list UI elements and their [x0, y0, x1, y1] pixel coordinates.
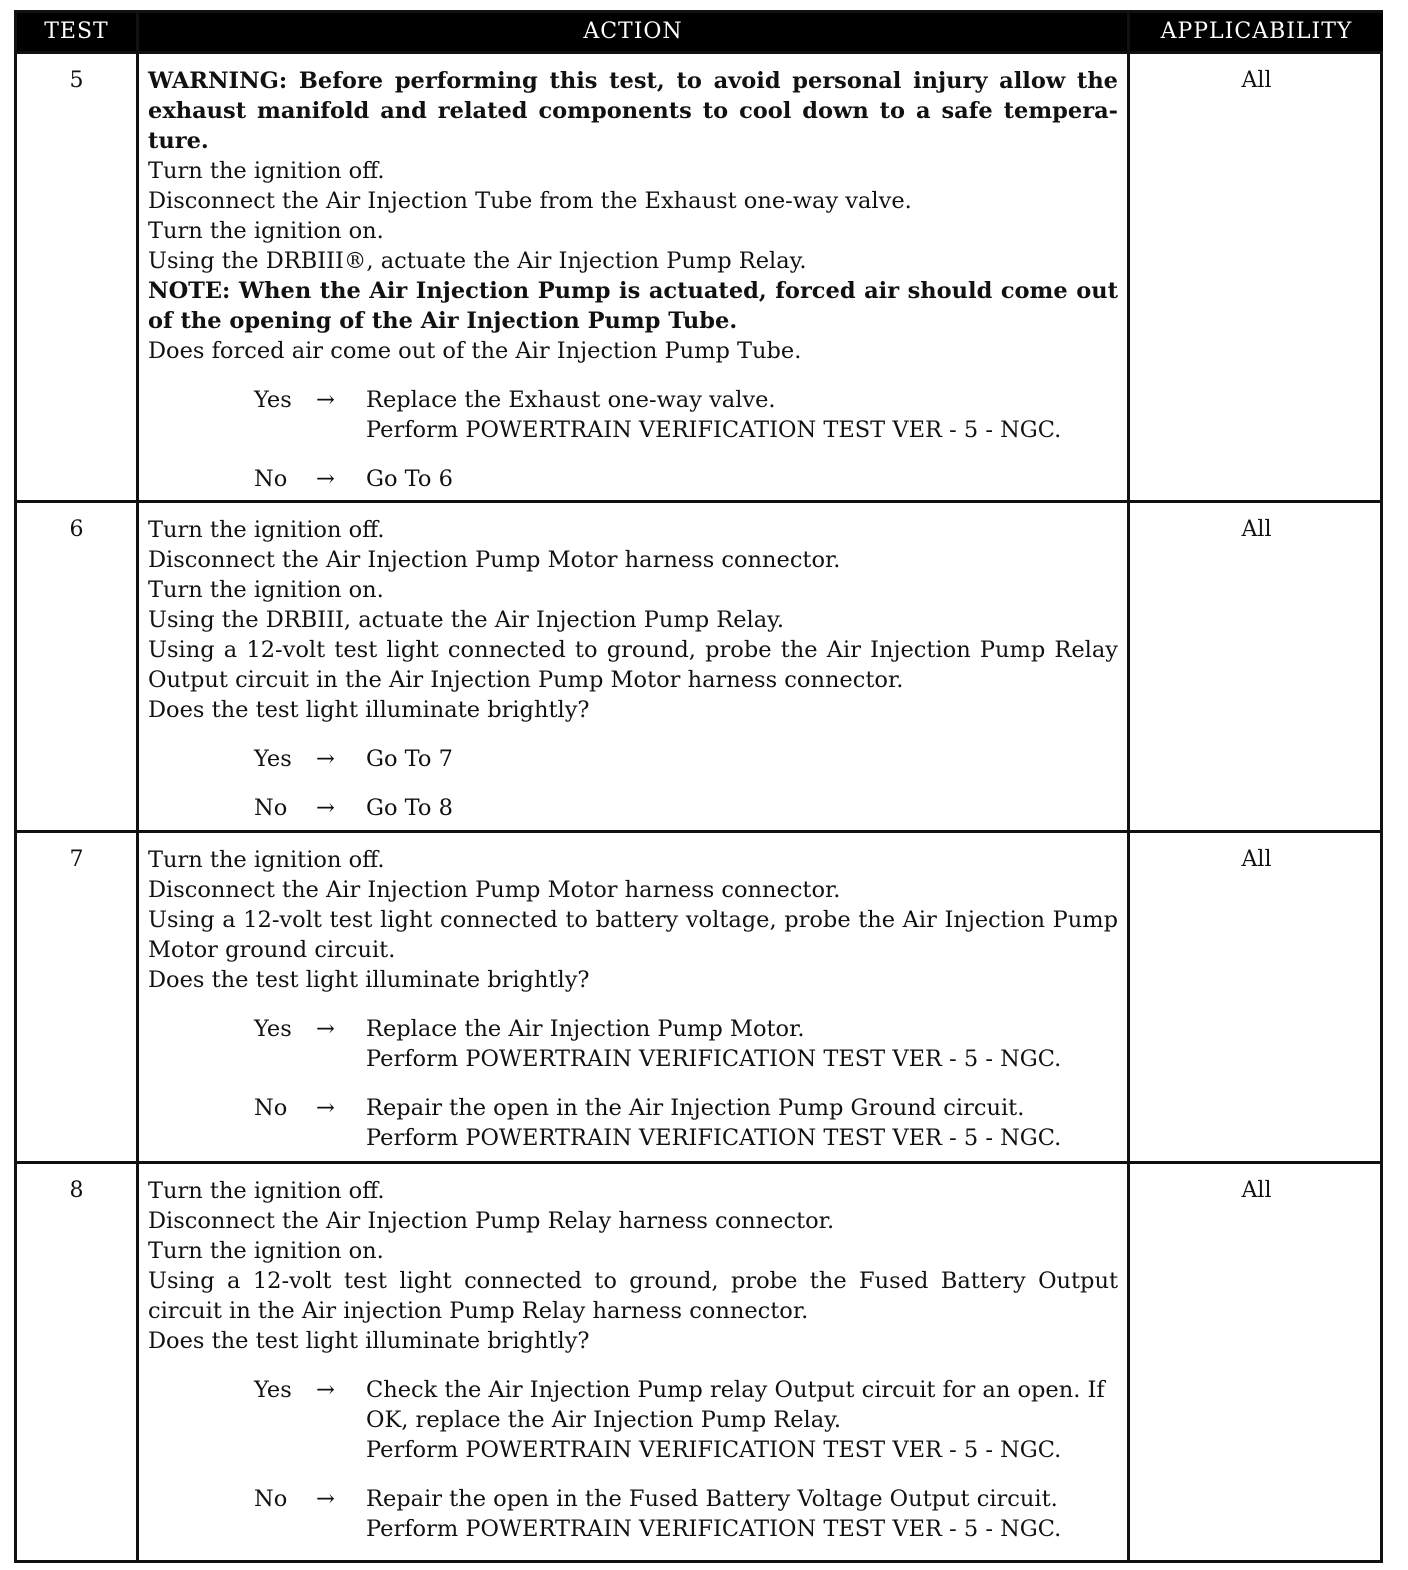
applicability-value: All — [1241, 1178, 1272, 1203]
warning-text-line: ture. — [148, 128, 209, 154]
outcome-yes — [148, 744, 1118, 774]
outcome-result-line: Perform POWERTRAIN VERIFICATION TEST VER - 5 - NGC. — [366, 1516, 1062, 1542]
diagnostic-test-table — [14, 10, 1383, 1563]
outcome-no — [148, 464, 1118, 494]
arrow-right-icon: → — [316, 466, 335, 492]
header-test: TEST — [17, 13, 136, 51]
instruction-line: Does forced air come out of the Air Injection Pump Tube. — [148, 338, 802, 364]
instruction-line: Does the test light illuminate brightly? — [148, 967, 590, 993]
action-cell — [148, 66, 1118, 494]
header-applicability: APPLICABILITY — [1130, 13, 1383, 51]
outcome-label: Yes — [254, 746, 292, 772]
outcome-result — [366, 793, 1118, 823]
instruction-line: Using a 12-volt test light connected to battery voltage, probe the Air Injection Pump — [148, 907, 1118, 933]
row-divider — [17, 830, 1380, 833]
outcome-result-line: Go To 6 — [366, 466, 453, 492]
outcome-result — [366, 1014, 1118, 1074]
instruction-line: Disconnect the Air Injection Pump Motor harness connector. — [148, 877, 841, 903]
warning-text-line: exhaust manifold and related components to cool down to a safe tempera- — [148, 98, 1118, 124]
outcome-yes — [148, 1014, 1118, 1074]
outcome-result-line: Perform POWERTRAIN VERIFICATION TEST VER - 5 - NGC. — [366, 1125, 1062, 1151]
instruction-line: Turn the ignition off. — [148, 847, 385, 873]
arrow-right-icon: → — [316, 746, 335, 772]
instruction-line: Does the test light illuminate brightly? — [148, 697, 590, 723]
instruction-line: Disconnect the Air Injection Pump Relay harness connector. — [148, 1208, 835, 1234]
outcome-result — [366, 1375, 1118, 1465]
outcome-no — [148, 1093, 1118, 1153]
outcome-label: Yes — [254, 387, 292, 413]
outcome-result-line: Go To 7 — [366, 746, 453, 772]
outcome-label: No — [254, 1095, 288, 1121]
outcome-label: No — [254, 1486, 288, 1512]
outcome-result — [366, 385, 1118, 445]
instruction-line: Output circuit in the Air Injection Pump Motor harness connector. — [148, 667, 904, 693]
outcome-result-line: Replace the Air Injection Pump Motor. — [366, 1016, 805, 1042]
outcome-no — [148, 1484, 1118, 1544]
row-divider — [17, 1161, 1380, 1164]
outcome-result-line: Check the Air Injection Pump relay Output circuit for an open. If — [366, 1377, 1105, 1403]
outcome-result-line: Perform POWERTRAIN VERIFICATION TEST VER - 5 - NGC. — [366, 1046, 1062, 1072]
outcome-yes — [148, 385, 1118, 445]
warning-text-line: WARNING: Before performing this test, to avoid personal injury allow the — [148, 68, 1118, 94]
outcome-result-line: Replace the Exhaust one-way valve. — [366, 387, 776, 413]
instruction-line: Using the DRBIII®, actuate the Air Injection Pump Relay. — [148, 248, 807, 274]
outcome-result — [366, 1093, 1118, 1153]
column-divider — [136, 13, 139, 1560]
action-cell — [148, 845, 1118, 1153]
outcome-result-line: Go To 8 — [366, 795, 453, 821]
outcome-result — [366, 744, 1118, 774]
test-number: 6 — [69, 517, 84, 542]
instruction-line: Turn the ignition off. — [148, 1178, 385, 1204]
instruction-line: Disconnect the Air Injection Tube from the Exhaust one-way valve. — [148, 188, 912, 214]
outcome-result — [366, 1484, 1118, 1544]
outcome-result-line: OK, replace the Air Injection Pump Relay. — [366, 1407, 842, 1433]
applicability-value: All — [1241, 847, 1272, 872]
instruction-line: Using the DRBIII, actuate the Air Injection Pump Relay. — [148, 607, 785, 633]
arrow-right-icon: → — [316, 1377, 335, 1403]
instruction-line: Turn the ignition off. — [148, 517, 385, 543]
outcome-result — [366, 464, 1118, 494]
header-action: ACTION — [139, 13, 1127, 51]
outcome-label: No — [254, 466, 288, 492]
instruction-line: Turn the ignition on. — [148, 1238, 384, 1264]
column-divider — [1127, 13, 1130, 1560]
applicability-value: All — [1241, 517, 1272, 542]
test-number: 7 — [69, 847, 84, 872]
outcome-no — [148, 793, 1118, 823]
arrow-right-icon: → — [316, 1095, 335, 1121]
arrow-right-icon: → — [316, 387, 335, 413]
action-cell — [148, 1176, 1118, 1544]
instruction-line: Motor ground circuit. — [148, 937, 396, 963]
outcome-result-line: Perform POWERTRAIN VERIFICATION TEST VER - 5 - NGC. — [366, 417, 1062, 443]
test-number: 5 — [69, 68, 84, 93]
outcome-label: No — [254, 795, 288, 821]
outcome-result-line: Repair the open in the Fused Battery Voltage Output circuit. — [366, 1486, 1058, 1512]
instruction-line: Turn the ignition off. — [148, 158, 385, 184]
instruction-line: Does the test light illuminate brightly? — [148, 1328, 590, 1354]
outcome-result-line: Perform POWERTRAIN VERIFICATION TEST VER - 5 - NGC. — [366, 1437, 1062, 1463]
arrow-right-icon: → — [316, 795, 335, 821]
outcome-yes — [148, 1375, 1118, 1465]
instruction-line: Using a 12-volt test light connected to ground, probe the Fused Battery Output — [148, 1268, 1118, 1294]
arrow-right-icon: → — [316, 1486, 335, 1512]
action-cell — [148, 515, 1118, 823]
instruction-line: circuit in the Air injection Pump Relay harness connector. — [148, 1298, 809, 1324]
header-divider — [17, 51, 1380, 54]
instruction-line: Disconnect the Air Injection Pump Motor harness connector. — [148, 547, 841, 573]
instruction-line: Using a 12-volt test light connected to ground, probe the Air Injection Pump Relay — [148, 637, 1118, 663]
warning-text-line: NOTE: When the Air Injection Pump is actuated, forced air should come out — [148, 278, 1118, 304]
row-divider — [17, 500, 1380, 503]
instruction-line: Turn the ignition on. — [148, 218, 384, 244]
outcome-label: Yes — [254, 1016, 292, 1042]
outcome-result-line: Repair the open in the Air Injection Pump Ground circuit. — [366, 1095, 1025, 1121]
outcome-label: Yes — [254, 1377, 292, 1403]
instruction-line: Turn the ignition on. — [148, 577, 384, 603]
arrow-right-icon: → — [316, 1016, 335, 1042]
warning-text-line: of the opening of the Air Injection Pump Tube. — [148, 308, 738, 334]
test-number: 8 — [69, 1178, 84, 1203]
applicability-value: All — [1241, 68, 1272, 93]
